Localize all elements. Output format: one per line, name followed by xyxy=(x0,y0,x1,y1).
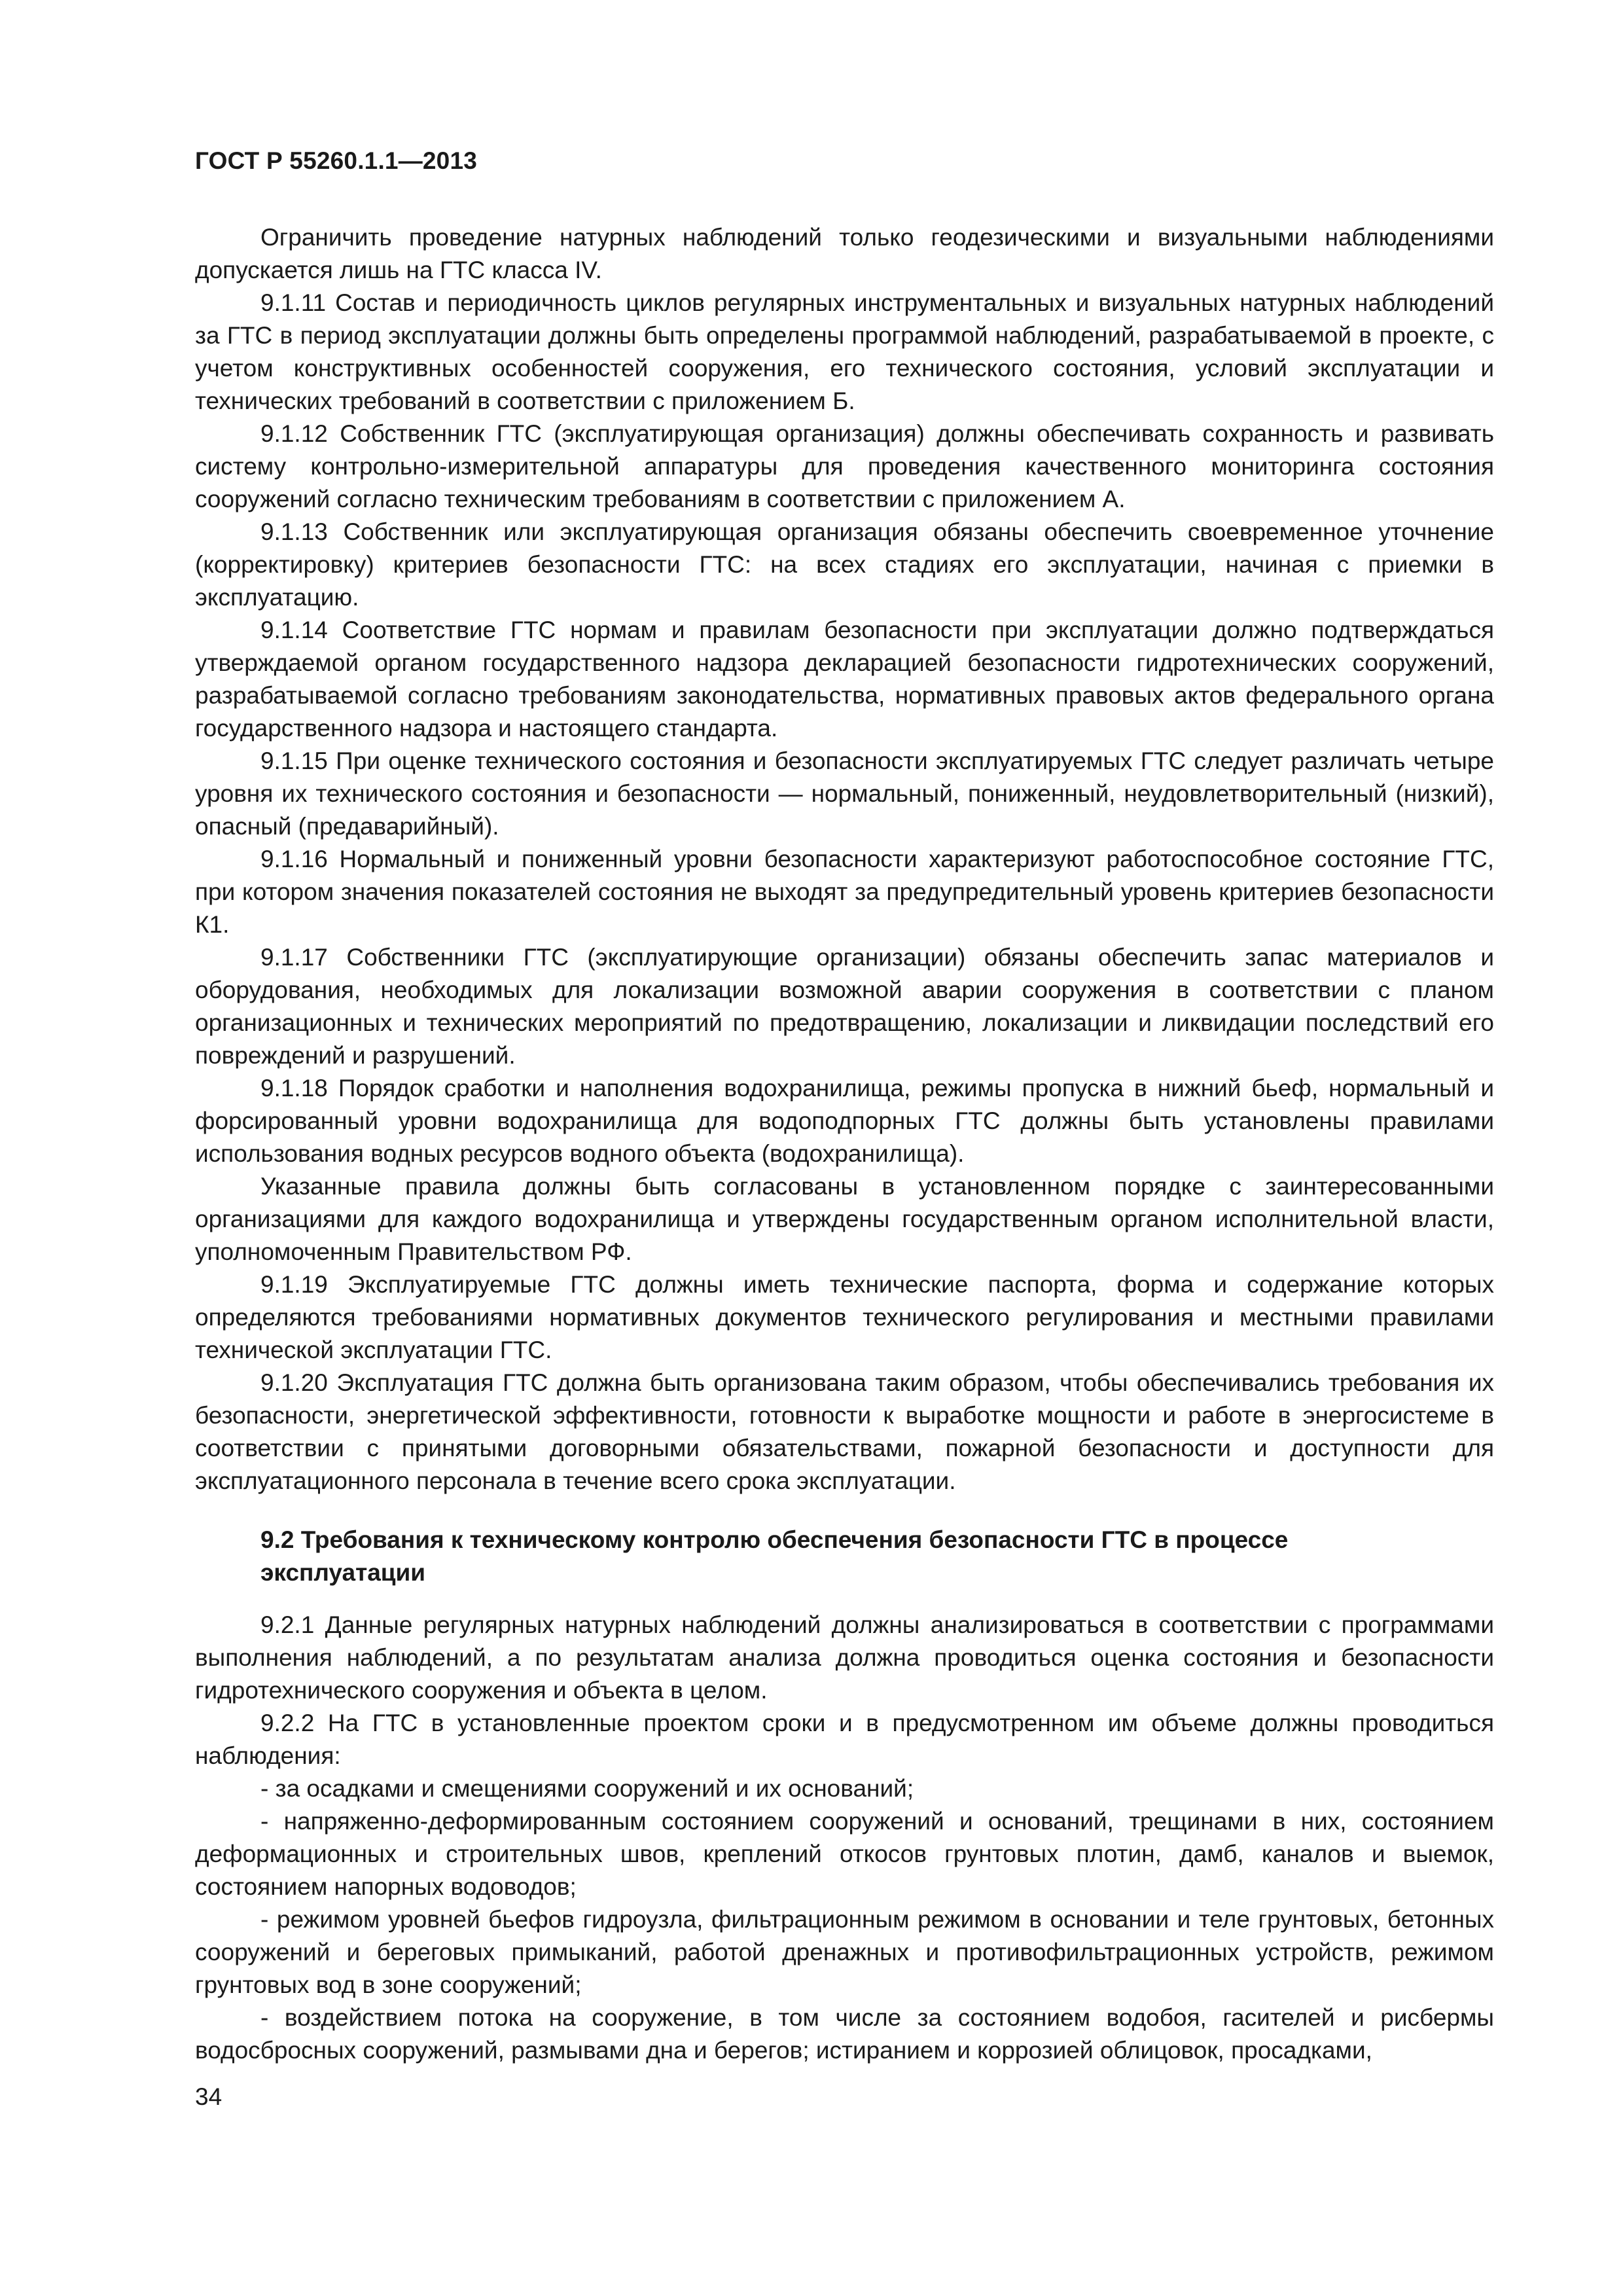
paragraph-9-1-15: 9.1.15 При оценке технического состояния и безопасности эксплуатируемых ГТС следует различать четыре уровня их технического состояния и безопасности — нормальный, пониженный, неудовлетворительный (низкий), опасный (предаварийный). xyxy=(195,747,1494,840)
paragraph-9-1-11: 9.1.11 Состав и периодичность циклов регулярных инструментальных и визуальных натурных наблюдений за ГТС в период эксплуатации должны быть определены программой наблюдений, разрабатываемой в проекте, с учетом конструктивных особенностей сооружения, его технического состояния, условий эксплуатации и технических требований в соответствии с приложением Б. xyxy=(195,289,1494,414)
paragraph-9-1-12: 9.1.12 Собственник ГТС (эксплуатирующая организация) должны обеспечивать сохранность и развивать систему контрольно-измерительной аппаратуры для проведения качественного мониторинга состояния сооружений согласно техническим требованиям в соответствии с приложением А. xyxy=(195,420,1494,512)
paragraph-9-1-14: 9.1.14 Соответствие ГТС нормам и правилам безопасности при эксплуатации должно подтверждаться утверждаемой органом государственного надзора декларацией безопасности гидротехнических сооружений, разрабатываемой согласно требованиям законодательства, нормативных правовых актов федерального органа государственного надзора и настоящего стандарта. xyxy=(195,617,1494,742)
paragraph-9-1-16: 9.1.16 Нормальный и пониженный уровни безопасности характеризуют работоспособное состояние ГТС, при котором значения показателей состояния не выходят за предупредительный уровень критериев безопасности К1. xyxy=(195,846,1494,938)
page-number: 34 xyxy=(195,2083,223,2110)
paragraph: Ограничить проведение натурных наблюдений только геодезическими и визуальными наблюдениями допускается лишь на ГТС класса IV. xyxy=(195,224,1494,283)
document-body xyxy=(195,221,1494,2067)
list-item: - режимом уровней бьефов гидроузла, фильтрационным режимом в основании и теле грунтовых, бетонных сооружений и береговых примыканий, работой дренажных и противофильтрационных устройств, режимом грунтовых вод в зоне сооружений; xyxy=(195,1906,1494,1998)
paragraph-9-1-20: 9.1.20 Эксплуатация ГТС должна быть организована таким образом, чтобы обеспечивались требования их безопасности, энергетической эффективности, готовности к выработке мощности и работе в энергосистеме в соответствии с принятыми договорными обязательствами, пожарной безопасности и доступности для эксплуатационного персонала в течение всего срока эксплуатации. xyxy=(195,1369,1494,1494)
paragraph-9-1-13: 9.1.13 Собственник или эксплуатирующая организация обязаны обеспечить своевременное уточнение (корректировку) критериев безопасности ГТС: на всех стадиях его эксплуатации, начиная с приемки в эксплуатацию. xyxy=(195,518,1494,611)
section-heading-9-2 xyxy=(195,1524,1494,1589)
list-item: - воздействием потока на сооружение, в том числе за состоянием водобоя, гасителей и рисбермы водосбросных сооружений, размывами дна и берегов; истиранием и коррозией облицовок, просадками, xyxy=(195,2004,1494,2064)
paragraph-9-2-2: 9.2.2 На ГТС в установленные проектом сроки и в предусмотренном им объеме должны проводиться наблюдения: xyxy=(195,1710,1494,1769)
list-item: - напряженно-деформированным состоянием сооружений и оснований, трещинами в них, состоянием деформационных и строительных швов, креплений откосов грунтовых плотин, дамб, каналов и выемок, состоянием напорных водоводов; xyxy=(195,1808,1494,1900)
paragraph-9-1-17: 9.1.17 Собственники ГТС (эксплуатирующие организации) обязаны обеспечить запас материалов и оборудования, необходимых для локализации возможной аварии сооружения в соответствии с планом организационных и технических мероприятий по предотвращению, локализации и ликвидации последствий его повреждений и разрушений. xyxy=(195,944,1494,1069)
paragraph-9-1-19: 9.1.19 Эксплуатируемые ГТС должны иметь технические паспорта, форма и содержание которых определяются требованиями нормативных документов технического регулирования и местными правилами технической эксплуатации ГТС. xyxy=(195,1271,1494,1363)
section-heading-line: 9.2 Требования к техническому контролю обеспечения безопасности ГТС в процессе xyxy=(260,1526,1289,1553)
paragraph-9-1-18: 9.1.18 Порядок сработки и наполнения водохранилища, режимы пропуска в нижний бьеф, нормальный и форсированный уровни водохранилища для водоподпорных ГТС должны быть установлены правилами использования водных ресурсов водного объекта (водохранилища). xyxy=(195,1075,1494,1167)
document-header: ГОСТ Р 55260.1.1—2013 xyxy=(195,147,478,174)
section-heading-line: эксплуатации xyxy=(260,1559,426,1586)
paragraph: Указанные правила должны быть согласованы в установленном порядке с заинтересованными организациями для каждого водохранилища и утверждены государственным органом исполнительной власти, уполномоченным Правительством РФ. xyxy=(195,1173,1494,1265)
list-item: - за осадками и смещениями сооружений и их оснований; xyxy=(260,1775,914,1802)
paragraph-9-2-1: 9.2.1 Данные регулярных натурных наблюдений должны анализироваться в соответствии с программами выполнения наблюдений, а по результатам анализа должна проводиться оценка состояния и безопасности гидротехнического сооружения и объекта в целом. xyxy=(195,1611,1494,1704)
